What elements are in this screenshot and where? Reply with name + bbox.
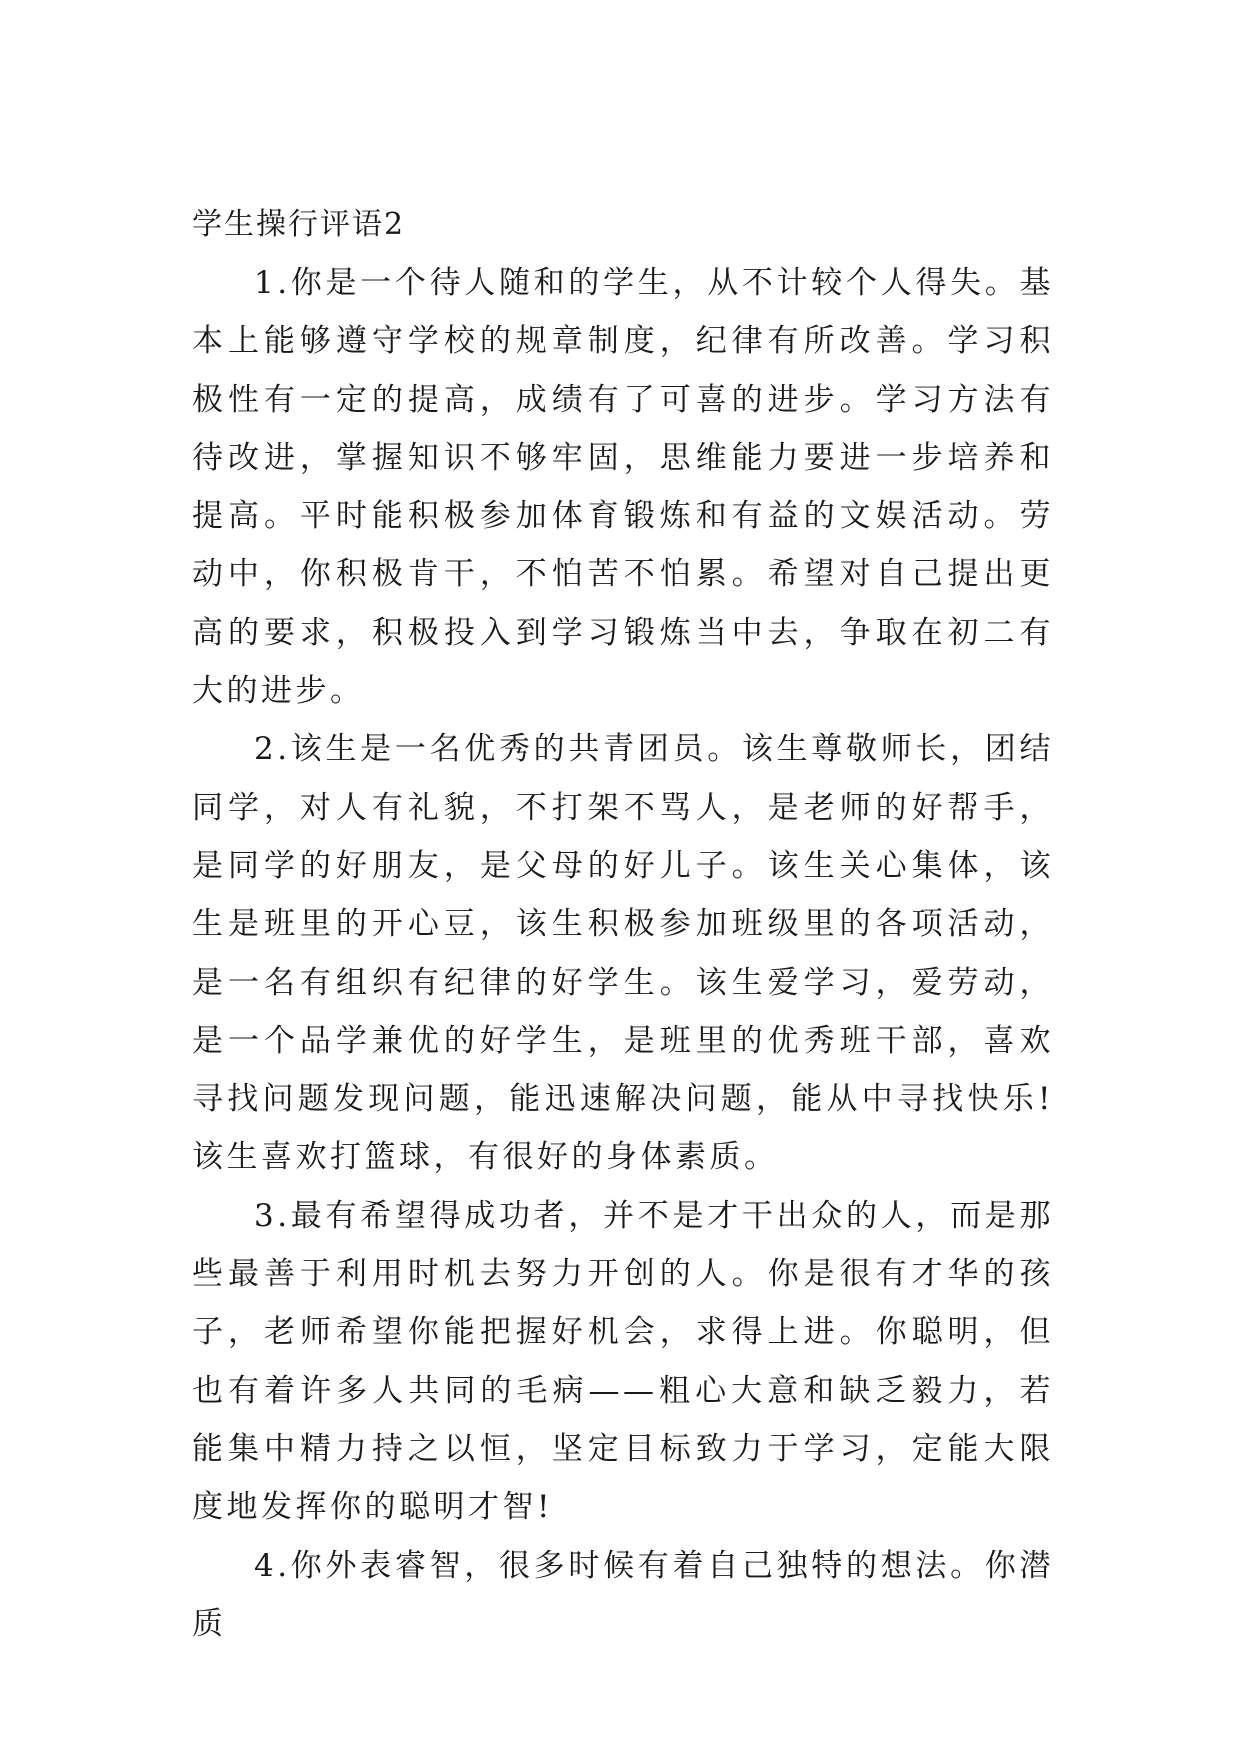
comment-paragraph-3: 3.最有希望得成功者，并不是才干出众的人，而是那些最善于利用时机去努力开创的人。你是很有才华的孩子，老师希望你能把握好机会，求得上进。你聪明，但也有着许多人共同的毛病——粗心大意和缺乏毅力，若能集中精力持之以恒，坚定目标致力于学习，定能大限度地发挥你的聪明才智! (192, 1197, 1054, 1526)
comment-paragraph-4: 4.你外表睿智，很多时候有着自己独特的想法。你潜质 (192, 1547, 1054, 1642)
comment-paragraph-1: 1.你是一个待人随和的学生，从不计较个人得失。基本上能够遵守学校的规章制度，纪律有所改善。学习积极性有一定的提高，成绩有了可喜的进步。学习方法有待改进，掌握知识不够牢固，思维能力要进一步培养和提高。平时能积极参加体育锻炼和有益的文娱活动。劳动中，你积极肯干，不怕苦不怕累。希望对自己提出更高的要求，积极投入到学习锻炼当中去，争取在初二有大的进步。 (192, 265, 1054, 710)
document-title: 学生操行评语2 (192, 207, 406, 242)
document-page (192, 196, 1054, 1653)
comment-paragraph-2: 2.该生是一名优秀的共青团员。该生尊敬师长，团结同学，对人有礼貌，不打架不骂人，是老师的好帮手，是同学的好朋友，是父母的好儿子。该生关心集体，该生是班里的开心豆，该生积极参加班级里的各项活动，是一名有组织有纪律的好学生。该生爱学习，爱劳动，是一个品学兼优的好学生，是班里的优秀班干部，喜欢寻找问题发现问题，能迅速解决问题，能从中寻找快乐!该生喜欢打篮球，有很好的身体素质。 (192, 731, 1054, 1176)
